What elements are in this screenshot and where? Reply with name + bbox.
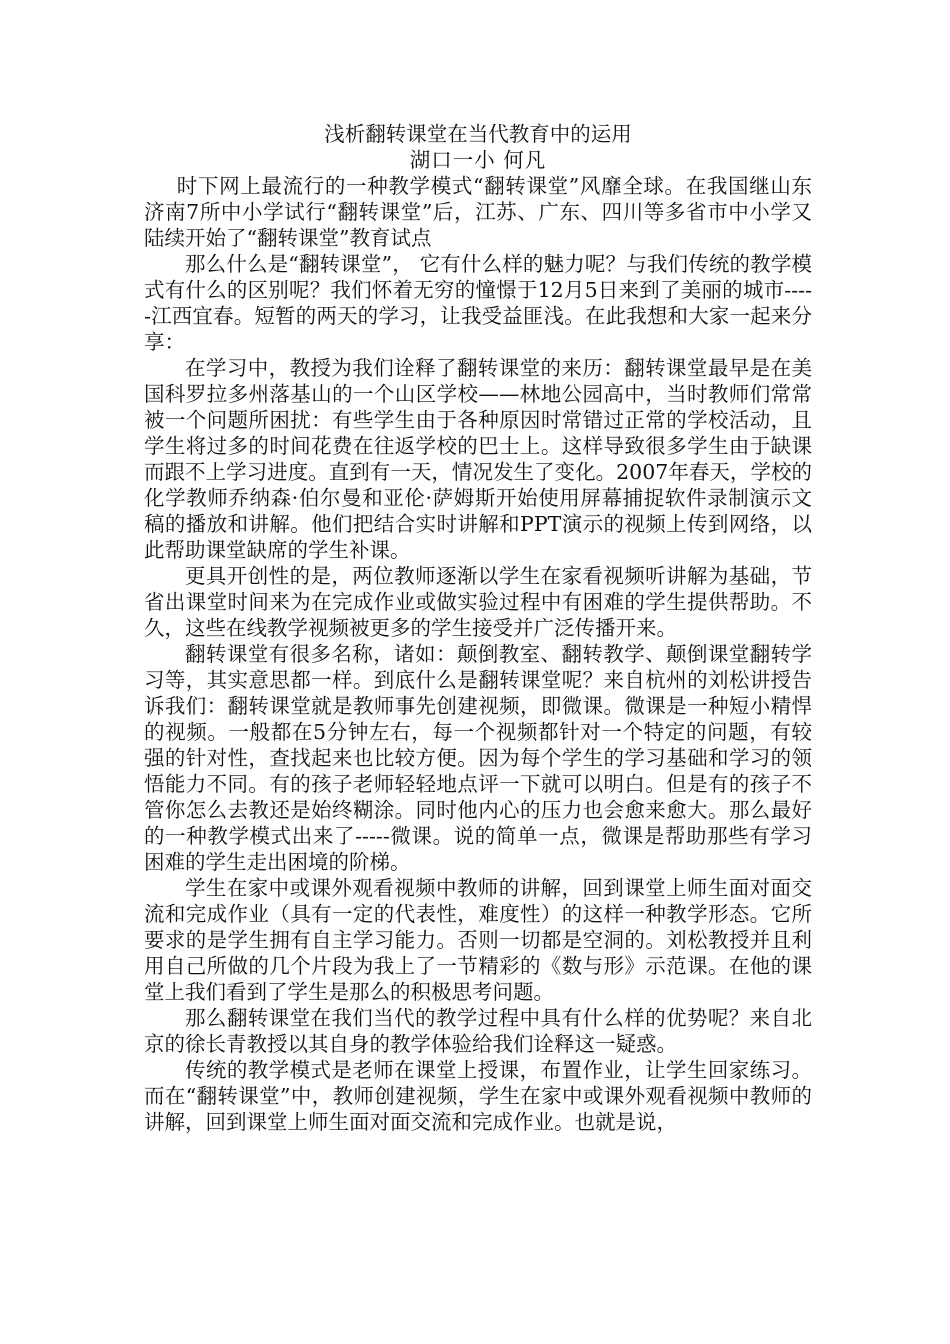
paragraph: 传统的教学模式是老师在课堂上授课，布置作业，让学生回家练习。而在“翻转课堂”中，教师创建视频，学生在家中或课外观看视频中教师的讲解，回到课堂上师生面对面交流和完成作业。也就是说， <box>144 1058 812 1134</box>
document-page <box>144 121 812 1135</box>
document-author: 湖口一小 何凡 <box>409 148 547 172</box>
paragraph: 在学习中，教授为我们诠释了翻转课堂的来历：翻转课堂最早是在美国科罗拉多州落基山的一个山区学校——林地公园高中，当时教师们常常被一个问题所困扰：有些学生由于各种原因时常错过正常的学校活动，且学生将过多的时间花费在往返学校的巴士上。这样导致很多学生由于缺课而跟不上学习进度。直到有一天，情况发生了变化。2007年春天，学校的化学教师乔纳森·伯尔曼和亚伦·萨姆斯开始使用屏幕捕捉软件录制演示文稿的播放和讲解。他们把结合实时讲解和PPT演示的视频上传到网络，以此帮助课堂缺席的学生补课。 <box>144 356 812 562</box>
paragraph: 翻转课堂有很多名称，诸如：颠倒教室、翻转教学、颠倒课堂翻转学习等，其实意思都一样。到底什么是翻转课堂呢？来自杭州的刘松讲授告诉我们：翻转课堂就是教师事先创建视频，即微课。微课是一种短小精悍的视频。一般都在5分钟左右，每一个视频都针对一个特定的问题，有较强的针对性，查找起来也比较方便。因为每个学生的学习基础和学习的领悟能力不同。有的孩子老师轻轻地点评一下就可以明白。但是有的孩子不管你怎么去教还是始终糊涂。同时他内心的压力也会愈来愈大。那么最好的一种教学模式出来了-----微课。说的简单一点，微课是帮助那些有学习困难的学生走出困境的阶梯。 <box>144 642 812 874</box>
paragraph: 时下网上最流行的一种教学模式“翻转课堂”风靡全球。在我国继山东济南7所中小学试行“翻转课堂”后，江苏、广东、四川等多省市中小学又陆续开始了“翻转课堂”教育试点 <box>144 174 812 250</box>
paragraph: 学生在家中或课外观看视频中教师的讲解，回到课堂上师生面对面交流和完成作业（具有一定的代表性，难度性）的这样一种教学形态。它所要求的是学生拥有自主学习能力。否则一切都是空洞的。刘松教授并且利用自己所做的几个片段为我上了一节精彩的《数与形》示范课。在他的课堂上我们看到了学生是那么的积极思考问题。 <box>144 876 812 1004</box>
paragraph: 那么什么是“翻转课堂”， 它有什么样的魅力呢？与我们传统的教学模式有什么的区别呢？我们怀着无穷的憧憬于12月5日来到了美丽的城市-----江西宜春。短暂的两天的学习，让我受益匪浅。在此我想和大家一起来分享： <box>144 252 812 354</box>
document-title: 浅析翻转课堂在当代教育中的运用 <box>324 122 632 146</box>
paragraph: 那么翻转课堂在我们当代的教学过程中具有什么样的优势呢？来自北京的徐长青教授以其自身的教学体验给我们诠释这一疑惑。 <box>144 1006 812 1056</box>
paragraph: 更具开创性的是，两位教师逐渐以学生在家看视频听讲解为基础，节省出课堂时间来为在完成作业或做实验过程中有困难的学生提供帮助。不久，这些在线教学视频被更多的学生接受并广泛传播开来。 <box>144 564 812 640</box>
